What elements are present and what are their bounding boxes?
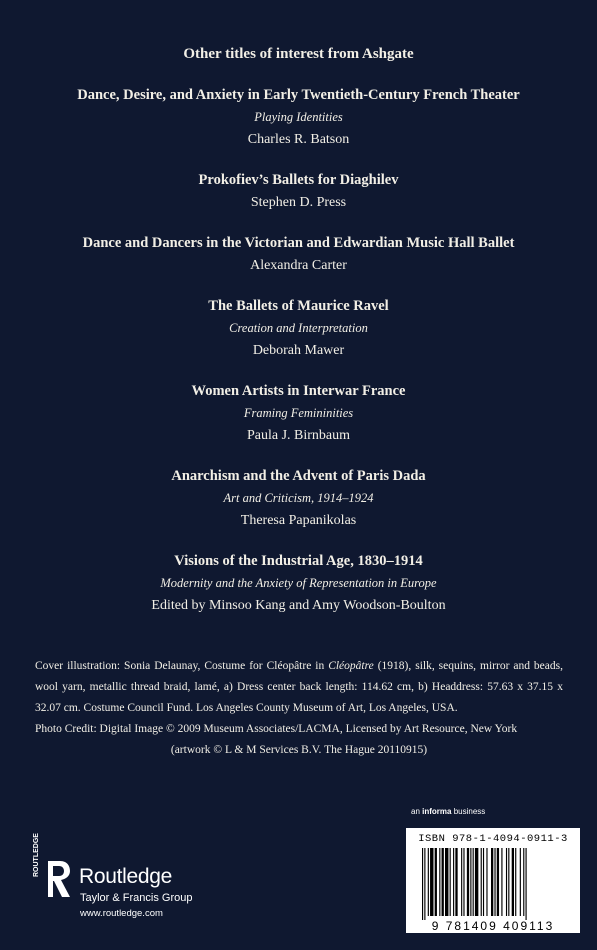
barcode-bar — [461, 848, 462, 916]
barcode-bar — [422, 848, 423, 920]
book-author: Stephen D. Press — [250, 195, 347, 210]
barcode-bar — [435, 848, 437, 916]
publisher-group: Taylor & Francis Group — [80, 892, 193, 904]
book-entry — [0, 232, 597, 278]
barcode-bar — [526, 848, 527, 920]
barcode-bar — [491, 848, 493, 916]
barcode-bar — [501, 848, 502, 916]
barcode-bar — [520, 848, 521, 916]
book-subtitle: Framing Femininities — [243, 406, 354, 420]
book-author: Deborah Mawer — [252, 343, 345, 358]
barcode-bar — [428, 848, 429, 916]
informa-prefix: an — [411, 807, 423, 816]
book-title: Visions of the Industrial Age, 1830–1914 — [174, 553, 423, 569]
barcode-bar — [483, 848, 484, 916]
barcode-bar — [445, 848, 448, 916]
cover-illustration-credit — [35, 656, 563, 719]
publisher-url: www.routledge.com — [80, 908, 163, 919]
vertical-brand-text: ROUTLEDGE — [33, 833, 40, 877]
publisher-name: Routledge — [79, 865, 173, 888]
book-author: Edited by Minsoo Kang and Amy Woodson-Boulton — [151, 598, 446, 613]
book-entry — [0, 169, 597, 215]
barcode-bar — [470, 848, 471, 916]
artwork-credit: (artwork © L & M Services B.V. The Hague 20110915) — [170, 744, 428, 756]
barcode-bar — [508, 848, 509, 916]
list-heading: Other titles of interest from Ashgate — [183, 46, 414, 62]
book-author: Alexandra Carter — [250, 258, 347, 273]
book-title: The Ballets of Maurice Ravel — [208, 298, 389, 314]
book-author: Paula J. Birnbaum — [246, 428, 351, 443]
book-title: Anarchism and the Advent of Paris Dada — [171, 468, 426, 484]
book-subtitle: Art and Criticism, 1914–1924 — [223, 491, 374, 505]
barcode-bar — [523, 848, 524, 916]
book-author: Charles R. Batson — [247, 132, 350, 147]
book-entry — [0, 465, 597, 533]
ean-number: 9 781409 409113 — [431, 919, 555, 933]
barcode-bar — [481, 848, 482, 916]
book-title: Women Artists in Interwar France — [191, 383, 406, 399]
barcode-bar — [439, 848, 440, 916]
book-title: Prokofiev’s Ballets for Diaghilev — [198, 172, 399, 188]
barcode-panel — [406, 828, 580, 933]
book-author: Theresa Papanikolas — [240, 513, 357, 528]
isbn-label: ISBN 978-1-4094-0911-3 — [418, 833, 568, 845]
credit-prefix: Cover illustration: Sonia Delaunay, Costume for Cléopâtre in — [35, 660, 329, 672]
barcode-bar — [497, 848, 499, 916]
barcode-bar — [506, 848, 507, 916]
barcode-bar — [424, 848, 425, 920]
barcode-bar — [453, 848, 454, 916]
informa-brand: informa — [422, 807, 452, 816]
routledge-logo-icon — [40, 855, 74, 905]
barcode-bar — [430, 848, 433, 916]
barcode-bar — [455, 848, 457, 916]
credit-body: (1918), silk, sequins, mirror and beads, wool yarn, metallic thread braid, lamé, a) Dress center back length: 114.62 cm, b) Headdress: 57.63 x 37.15 x 32.07 cm. Costume Council Fund. Los Angeles County Museum of Art, Los Angeles, USA. — [35, 660, 563, 714]
barcode-bar — [515, 848, 516, 916]
barcode-bar — [463, 848, 464, 916]
barcode-bar — [473, 848, 474, 916]
photo-credit: Photo Credit: Digital Image © 2009 Museum Associates/LACMA, Licensed by Art Resource, New York — [35, 723, 518, 735]
book-subtitle: Modernity and the Anxiety of Representation in Europe — [160, 576, 437, 590]
book-list — [0, 84, 597, 635]
barcode-bar — [450, 848, 451, 916]
barcode-bar — [494, 848, 495, 916]
book-title: Dance, Desire, and Anxiety in Early Twentieth-Century French Theater — [77, 87, 520, 103]
barcode-bar — [512, 848, 514, 916]
book-entry — [0, 84, 597, 152]
book-title: Dance and Dancers in the Victorian and Edwardian Music Hall Ballet — [82, 235, 515, 251]
barcode-bar — [475, 848, 478, 916]
barcode-bar — [486, 848, 487, 916]
barcode-bar — [442, 848, 444, 916]
book-subtitle: Playing Identities — [254, 110, 343, 124]
book-entry — [0, 550, 597, 618]
cover-credits — [35, 656, 563, 761]
book-entry — [0, 295, 597, 363]
credit-work-title: Cléopâtre — [328, 660, 374, 672]
informa-tagline — [411, 807, 485, 816]
barcode-bar — [467, 848, 469, 916]
barcode-icon — [420, 848, 566, 920]
book-entry — [0, 380, 597, 448]
informa-suffix: business — [451, 807, 486, 816]
book-subtitle: Creation and Interpretation — [229, 321, 368, 335]
